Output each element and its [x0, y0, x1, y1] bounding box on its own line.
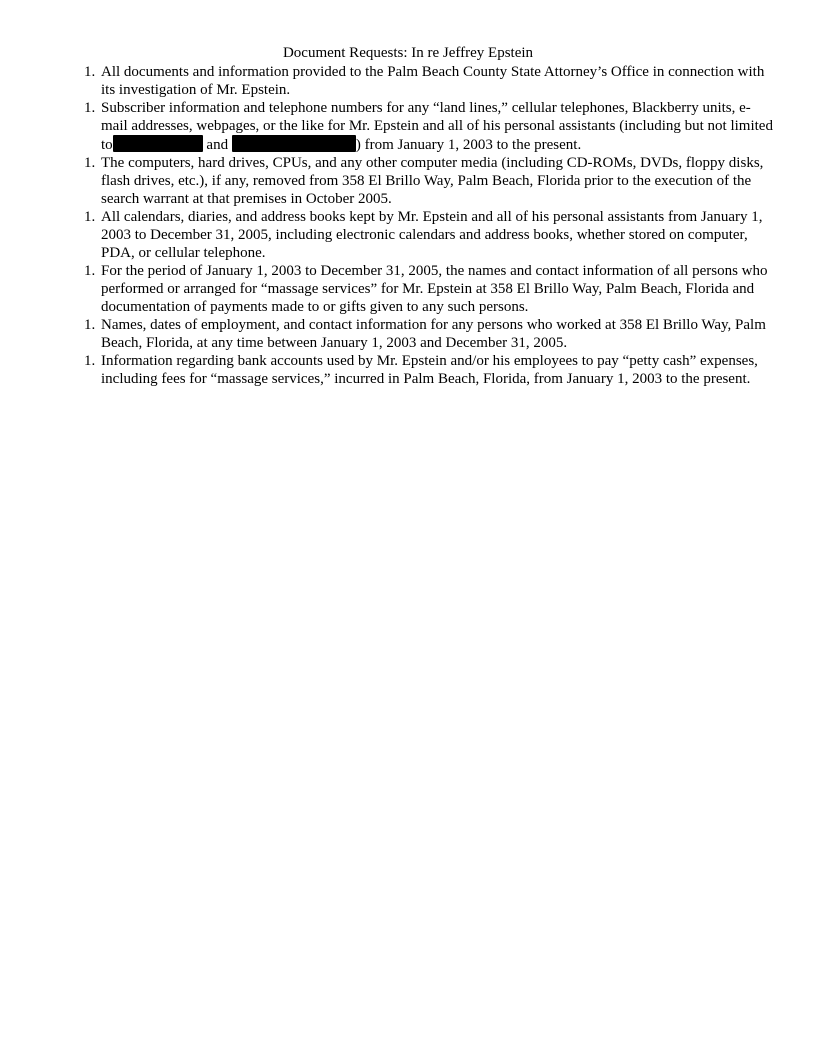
request-text: For the period of January 1, 2003 to December 31, 2005, the names and contact information of all persons who performed or arranged for “massage services” for Mr. Epstein at 358 El Brillo Way, Palm Beach, Florida and documentation of payments made to or gifts given to any such persons. — [101, 263, 768, 315]
document-title — [0, 44, 816, 62]
request-number: 1. — [84, 155, 96, 171]
request-text-after-redaction: ) from January 1, 2003 to the present. — [355, 137, 582, 153]
request-text-before-redaction: Subscriber information and telephone numbers for any “land lines,” cellular telephones, Blackberry units, e-mail addresses, webpages, or the like for Mr. Epstein and all of his personal assistants (including but not limited to — [101, 100, 773, 153]
request-number: 1. — [84, 353, 96, 369]
request-number: 1. — [84, 263, 96, 279]
request-item-1 — [84, 63, 774, 99]
request-item-3 — [84, 154, 774, 208]
request-text: Information regarding bank accounts used by Mr. Epstein and/or his employees to pay “petty cash” expenses, including fees for “massage services,” incurred in Palm Beach, Florida, from January 1, 2003 to the present. — [101, 353, 758, 387]
request-number: 1. — [84, 100, 96, 116]
document-title-text: Document Requests: In re Jeffrey Epstein — [282, 45, 534, 61]
request-list — [84, 63, 774, 388]
request-number: 1. — [84, 64, 96, 80]
request-item-7 — [84, 352, 774, 388]
request-text: Names, dates of employment, and contact information for any persons who worked at 358 El Brillo Way, Palm Beach, Florida, at any time between January 1, 2003 and December 31, 2005. — [101, 317, 766, 351]
request-item-2 — [84, 99, 774, 154]
redaction-block — [113, 135, 203, 152]
request-item-6 — [84, 316, 774, 352]
request-item-5 — [84, 262, 774, 316]
request-number: 1. — [84, 317, 96, 333]
request-item-4 — [84, 208, 774, 262]
request-text: All documents and information provided to the Palm Beach County State Attorney’s Office in connection with its investigation of Mr. Epstein. — [101, 64, 765, 98]
redaction-block — [232, 135, 356, 152]
request-text-between-redactions: and — [206, 137, 229, 153]
request-text: The computers, hard drives, CPUs, and any other computer media (including CD-ROMs, DVDs, floppy disks, flash drives, etc.), if any, removed from 358 El Brillo Way, Palm Beach, Florida prior to the execution of the search warrant at that premises in October 2005. — [101, 155, 764, 207]
request-number: 1. — [84, 209, 96, 225]
request-text: All calendars, diaries, and address books kept by Mr. Epstein and all of his personal assistants from January 1, 2003 to December 31, 2005, including electronic calendars and address books, whether stored on computer, PDA, or cellular telephone. — [101, 209, 763, 261]
